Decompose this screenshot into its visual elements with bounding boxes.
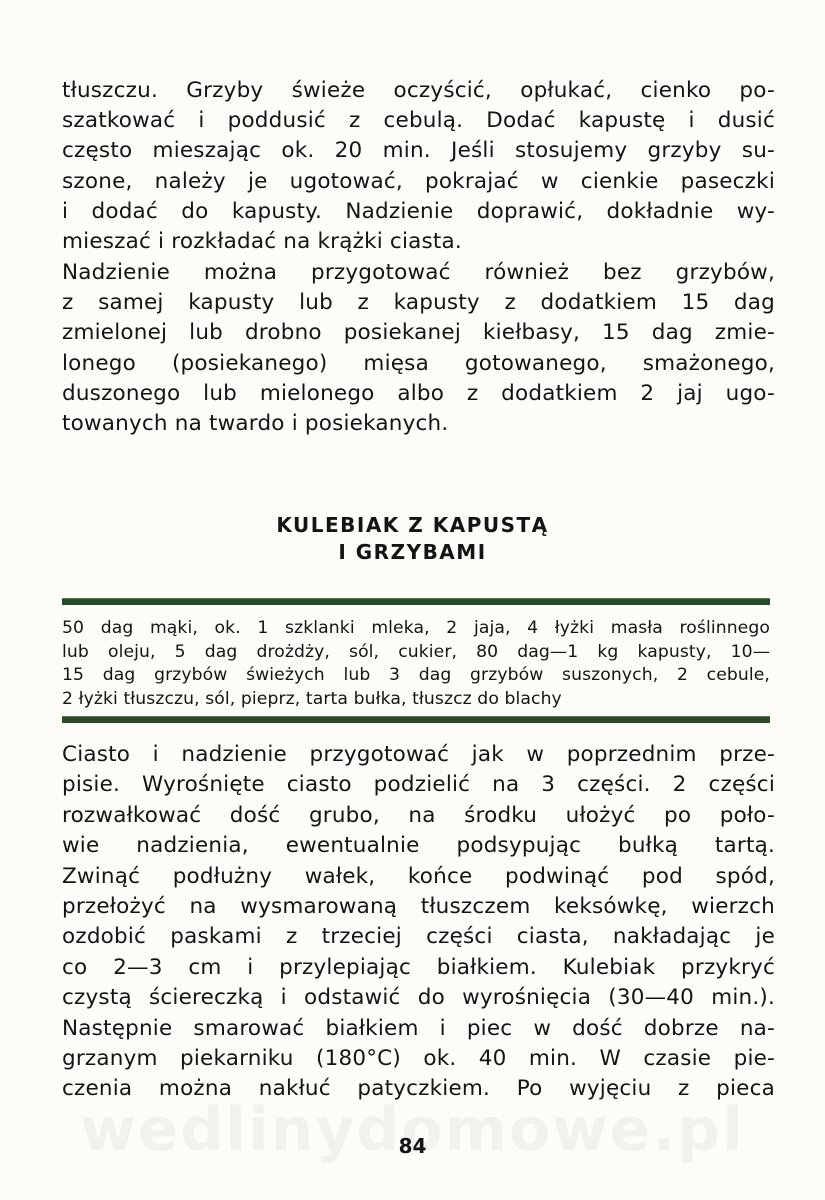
text-line: mieszać i rozkładać na krążki ciasta. (62, 229, 462, 255)
text-line: szatkować i poddusić z cebulą. Dodać kapustę i dusić (62, 108, 775, 134)
ingredients-top-rule (62, 598, 770, 605)
text-line: tłuszczu. Grzyby świeże oczyścić, opłukać, cienko po- (62, 78, 775, 103)
page-number: 84 (398, 1134, 427, 1158)
text-line: z samej kapusty lub z kapusty z dodatkiem 15 dag (62, 290, 775, 316)
text-line: Ciasto i nadzienie przygotować jak w poprzednim prze- (62, 742, 775, 767)
text-line: czystą ściereczką i odstawić do wyrośnięcia (30—40 min.). (62, 985, 775, 1011)
text-line: Nadzienie można przygotować również bez grzybów, (62, 260, 775, 285)
method-paragraph (62, 740, 775, 1105)
text-line: duszonego lub mielonego albo z dodatkiem 2 jaj ugo- (62, 380, 775, 406)
text-line: i dodać do kapusty. Nadzienie doprawić, dokładnie wy- (62, 198, 775, 224)
text-line: wie nadzienia, ewentualnie podsypując bułką tartą. (62, 833, 775, 859)
text-line: czenia można nakłuć patyczkiem. Po wyjęciu z pieca (62, 1076, 775, 1102)
variant-paragraph (62, 258, 775, 439)
text-line: szone, należy je ugotować, pokrajać w cienkie paseczki (62, 168, 775, 194)
text-line: lonego (posiekanego) mięsa gotowanego, smażonego, (62, 350, 775, 376)
text-line: grzanym piekarniku (180°C) ok. 40 min. W czasie pie- (62, 1046, 775, 1072)
recipe-title-line-2: I GRZYBAMI (338, 540, 487, 564)
text-line: zmielonej lub drobno posiekanej kiełbasy, 15 dag zmie- (62, 320, 775, 346)
ingredients-line: 15 dag grzybów świeżych lub 3 dag grzybów suszonych, 2 cebule, (62, 665, 770, 685)
text-line: co 2—3 cm i przylepiając białkiem. Kulebiak przykryć (62, 954, 775, 980)
text-line: towanych na twardo i posiekanych. (62, 411, 449, 437)
text-line: przełożyć na wysmarowaną tłuszczem keksówkę, wierzch (62, 894, 775, 920)
text-line: ozdobić paskami z trzeciej części ciasta, nakładając je (62, 924, 775, 950)
ingredients-line: 2 łyżki tłuszczu, sól, pieprz, tarta bułka, tłuszcz do blachy (62, 688, 562, 709)
text-line: często mieszając ok. 20 min. Jeśli stosujemy grzyby su- (62, 138, 775, 164)
recipe-title-line-1: KULEBIAK Z KAPUSTĄ (276, 513, 549, 537)
ingredients-line: lub oleju, 5 dag drożdży, sól, cukier, 80 dag—1 kg kapusty, 10— (62, 641, 770, 662)
ingredients-bottom-rule (62, 716, 770, 723)
ingredients-line: 50 dag mąki, ok. 1 szklanki mleka, 2 jaja, 4 łyżki masła roślinnego (62, 618, 770, 638)
intro-paragraph (62, 76, 775, 257)
text-line: pisie. Wyrośnięte ciasto podzielić na 3 części. 2 części (62, 772, 775, 798)
recipe-title (0, 512, 825, 566)
ingredients-list (62, 617, 770, 711)
text-line: Zwinąć podłużny wałek, końce podwinąć pod spód, (62, 863, 775, 889)
text-line: Następnie smarować białkiem i piec w dość dobrze na- (62, 1015, 775, 1041)
text-line: rozwałkować dość grubo, na środku ułożyć po poło- (62, 802, 775, 828)
